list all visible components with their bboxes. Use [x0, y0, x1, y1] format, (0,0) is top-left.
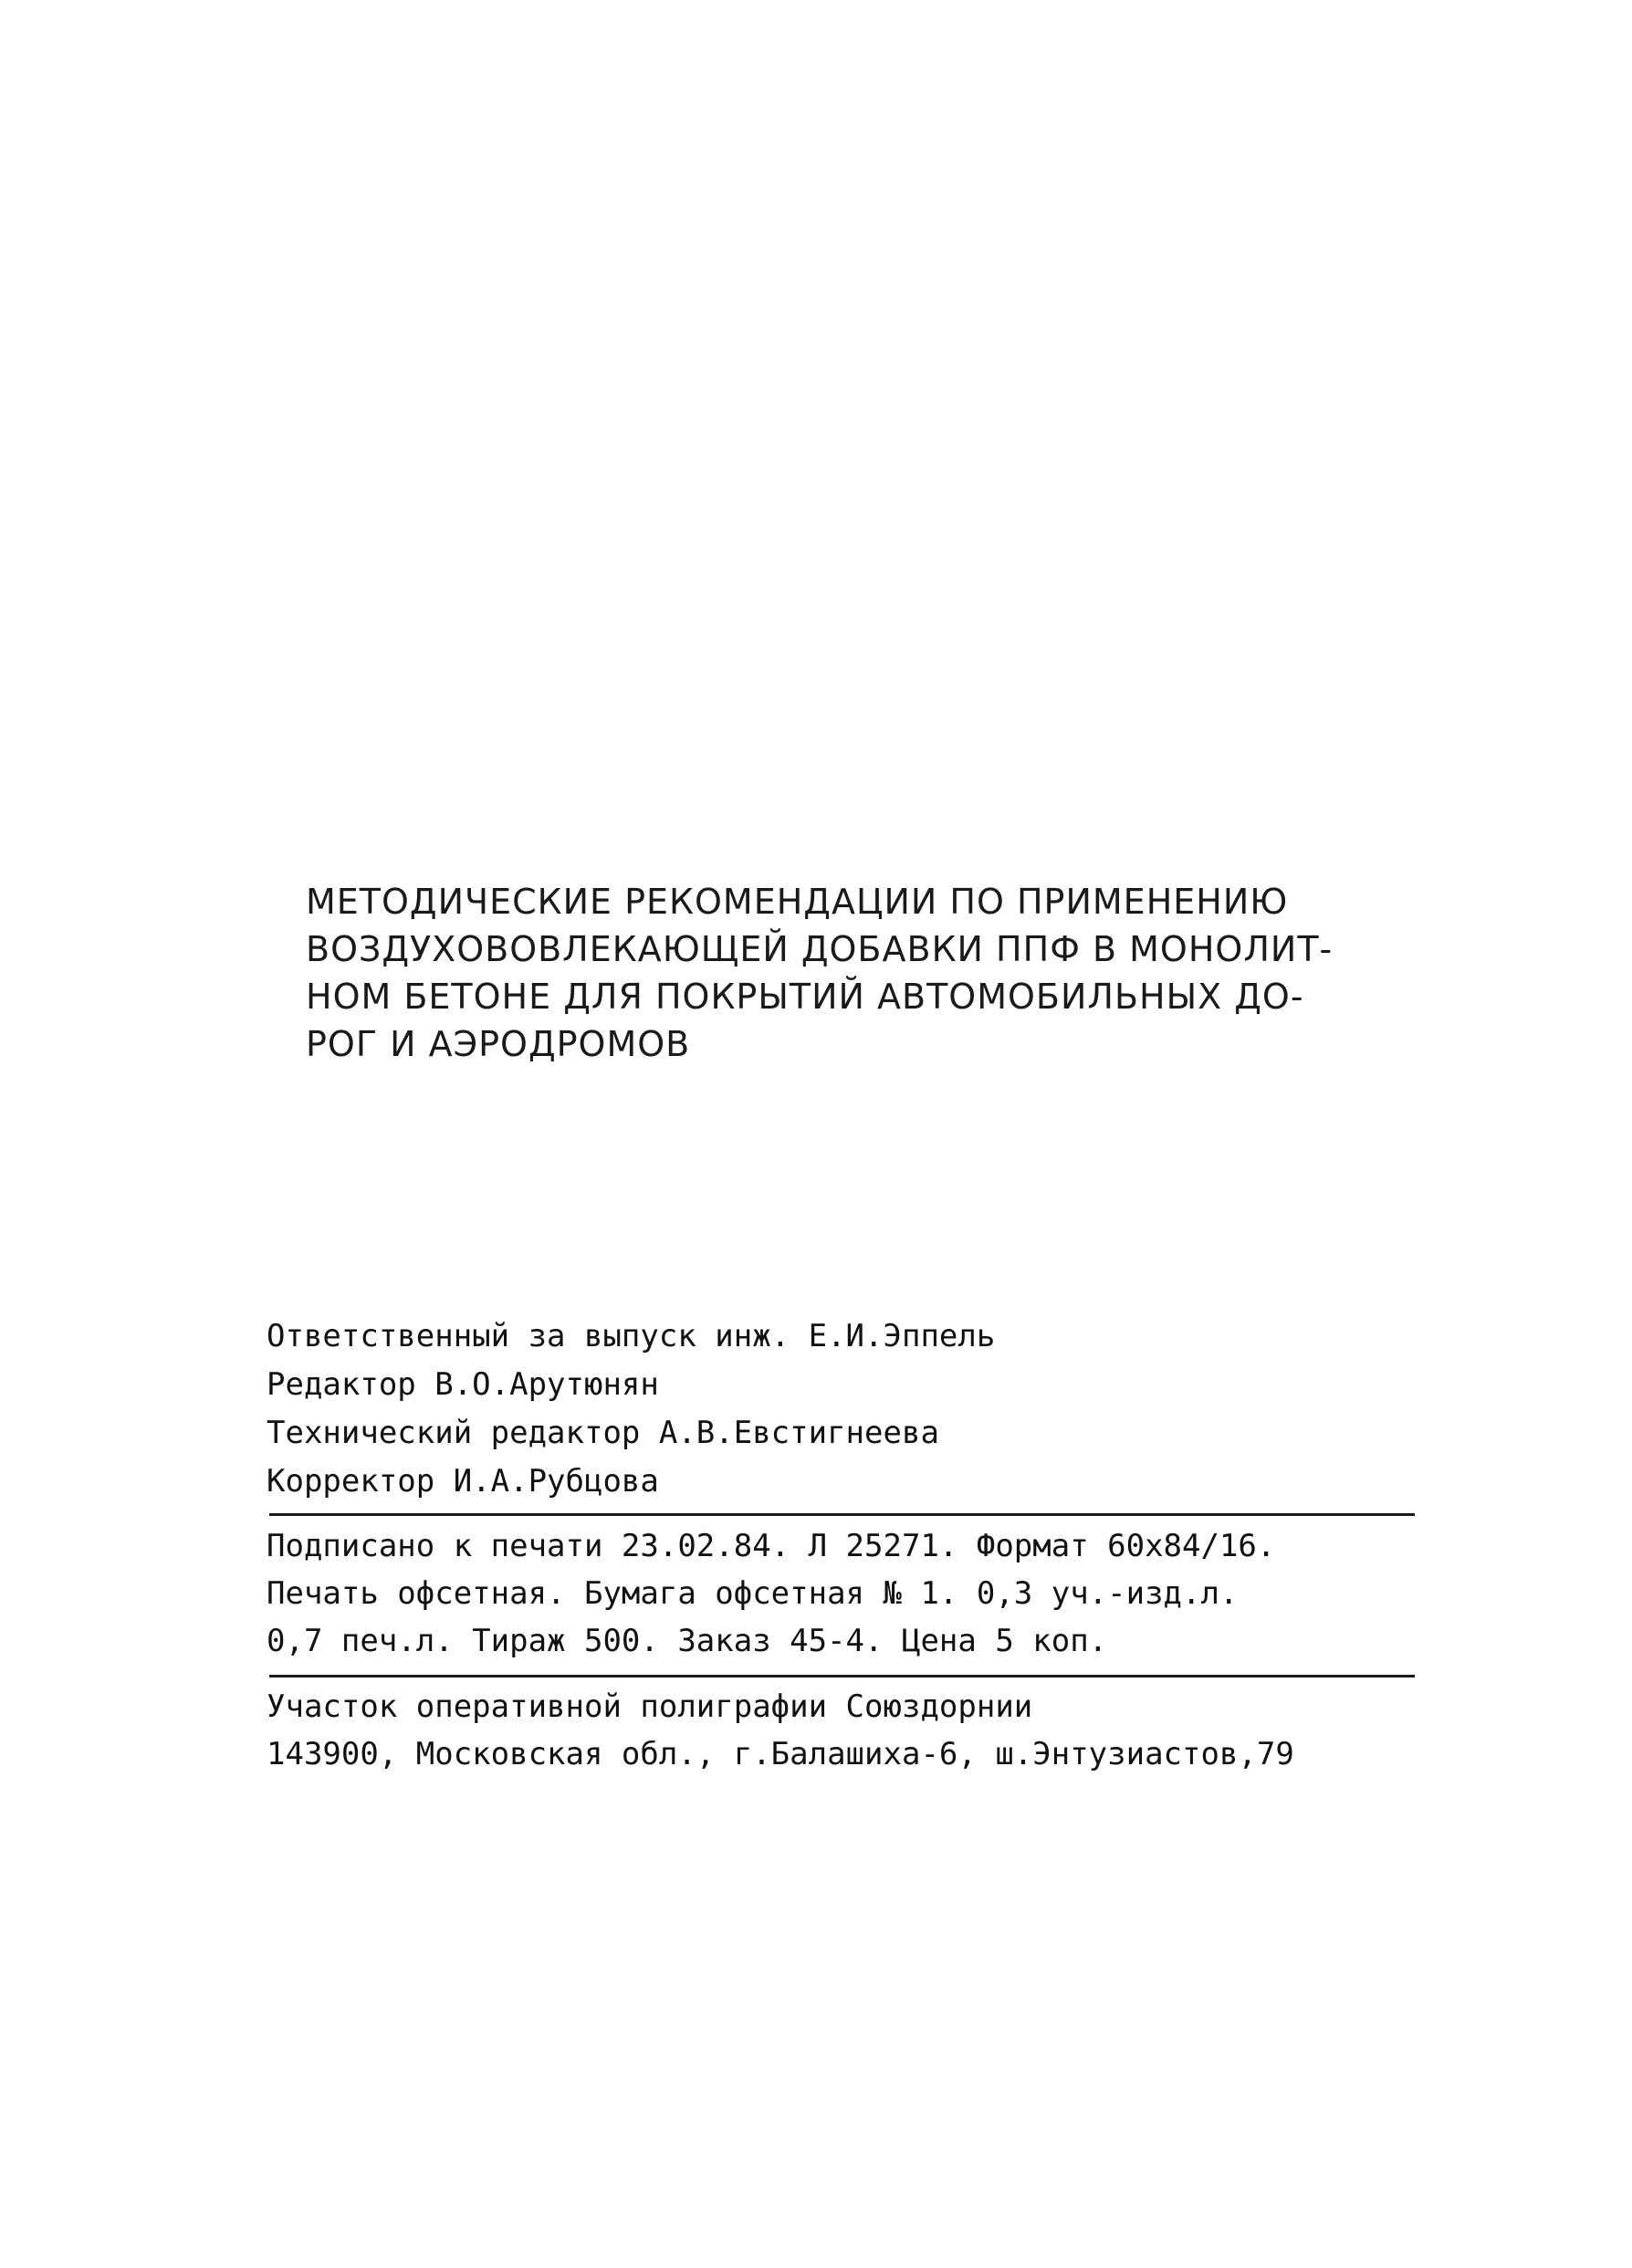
credit-technical-editor: Технический редактор А.В.Евстигнеева: [267, 1415, 939, 1451]
publisher-name: Участок оперативной полиграфии Союздорнии: [267, 1688, 1033, 1725]
divider-rule: [269, 1675, 1415, 1677]
imprint-line: 0,7 печ.л. Тираж 500. Заказ 45-4. Цена 5 коп.: [267, 1623, 1108, 1659]
title-line: РОГ И АЭРОДРОМОВ: [306, 1024, 691, 1064]
credit-proofreader: Корректор И.А.Рубцова: [267, 1463, 659, 1500]
document-title: [306, 878, 1428, 1068]
credit-editor: Редактор В.О.Арутюнян: [267, 1366, 659, 1403]
publisher-block: [267, 1683, 1294, 1778]
imprint-block: [267, 1522, 1275, 1665]
publisher-address: 143900, Московская обл., г.Балашиха-6, ш.Энтузиастов,79: [267, 1736, 1294, 1772]
credits-block: [267, 1312, 995, 1506]
imprint-line: Подписано к печати 23.02.84. Л 25271. Формат 60х84/16.: [267, 1528, 1276, 1564]
credit-responsible: Ответственный за выпуск инж. Е.И.Эппель: [267, 1318, 996, 1354]
title-line: МЕТОДИЧЕСКИЕ РЕКОМЕНДАЦИИ ПО ПРИМЕНЕНИЮ: [306, 882, 1289, 922]
title-line: ВОЗДУХОВОВЛЕКАЮЩЕЙ ДОБАВКИ ППФ В МОНОЛИТ-: [306, 929, 1334, 969]
title-line: НОМ БЕТОНЕ ДЛЯ ПОКРЫТИЙ АВТОМОБИЛЬНЫХ ДО-: [306, 977, 1304, 1017]
divider-rule: [269, 1513, 1415, 1516]
imprint-line: Печать офсетная. Бумага офсетная № 1. 0,3 уч.-изд.л.: [267, 1575, 1239, 1612]
